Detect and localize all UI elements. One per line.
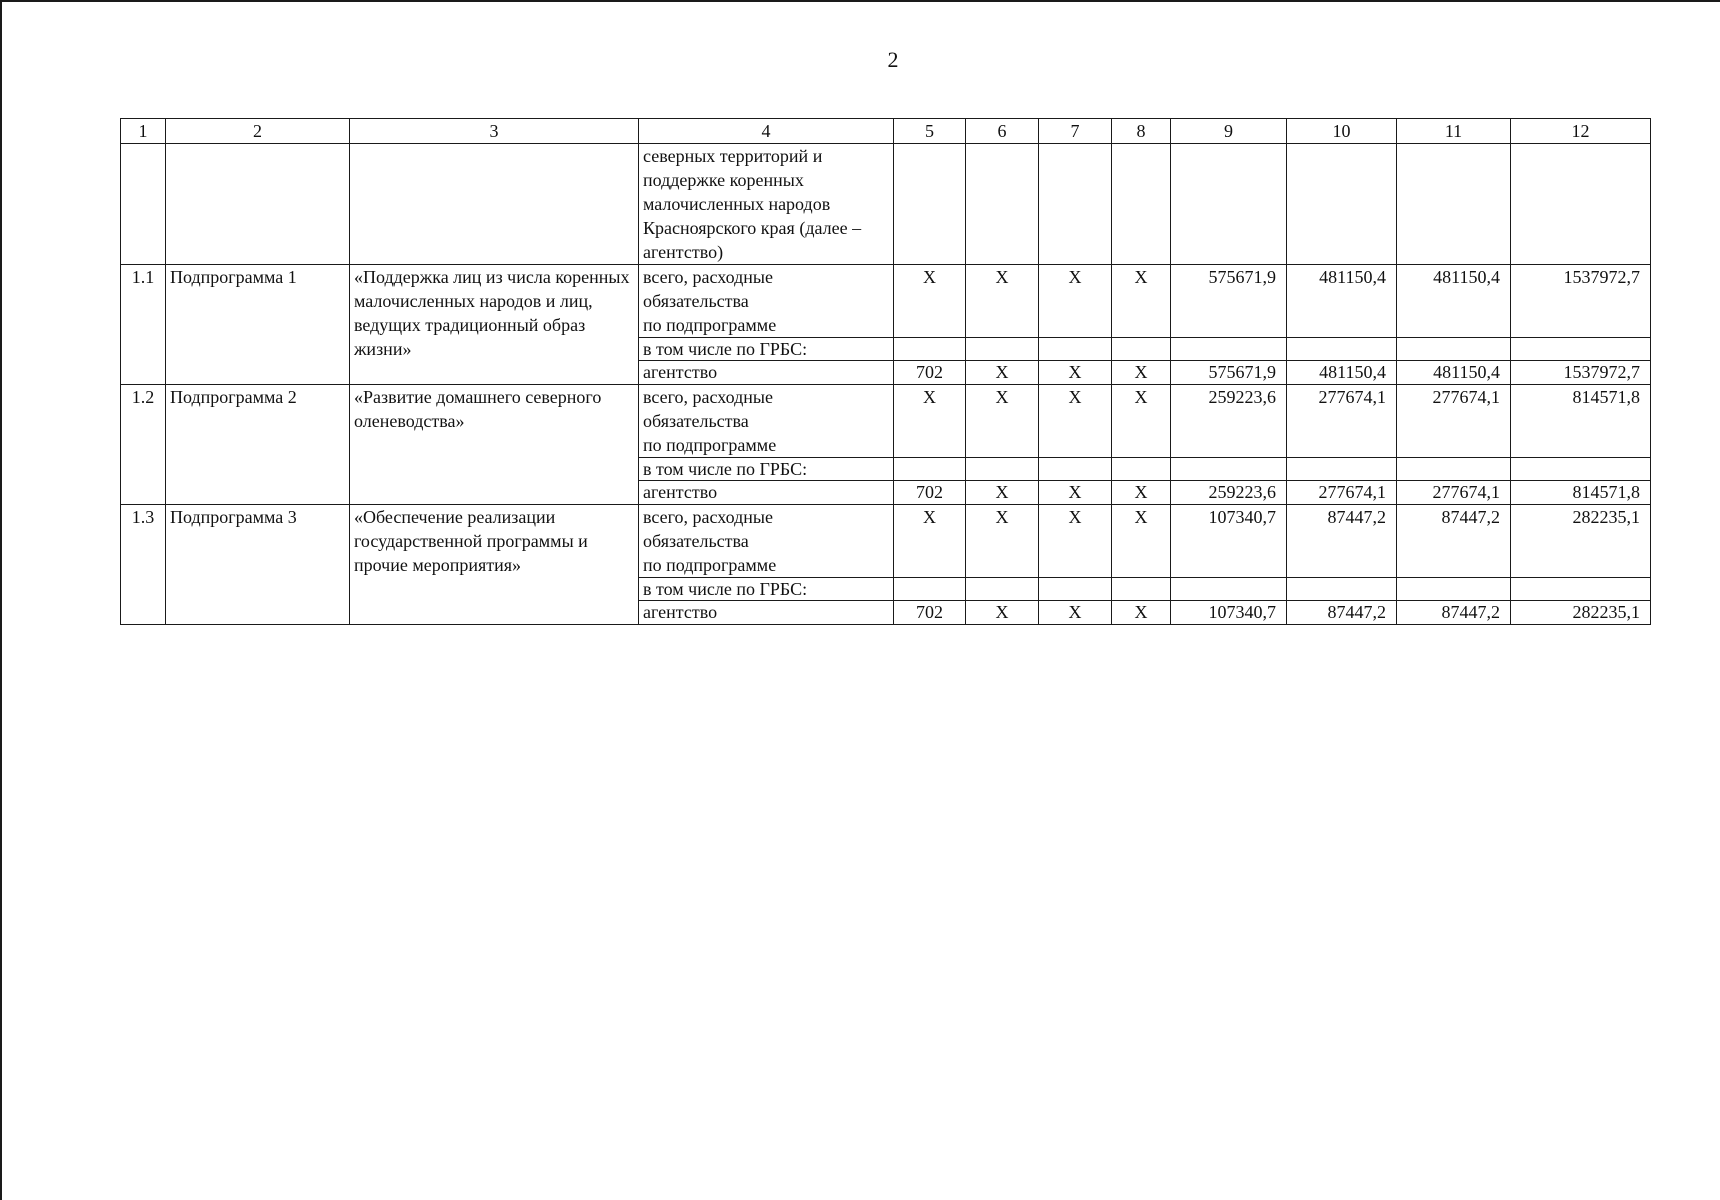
cell-col5: 702 — [894, 601, 966, 625]
program-name: Подпрограмма 1 — [166, 265, 350, 385]
total-label: всего, расходные обязательства по подпрограмме — [639, 505, 894, 578]
cell-col11: 277674,1 — [1397, 481, 1511, 505]
cell-col8: X — [1112, 505, 1171, 578]
cell-col8: X — [1112, 265, 1171, 338]
total-label: всего, расходные обязательства по подпрограмме — [639, 385, 894, 458]
cell-col7: X — [1039, 601, 1112, 625]
header-cell: 10 — [1287, 119, 1397, 144]
program-total-row — [121, 265, 1651, 338]
cell-col10: 87447,2 — [1287, 601, 1397, 625]
cell-col10: 481150,4 — [1287, 361, 1397, 385]
continuation-row — [121, 144, 1651, 265]
continuation-text: северных территорий и поддержке коренных малочисленных народов Красноярского края (далее – агентство) — [639, 144, 894, 265]
cell-col8: X — [1112, 481, 1171, 505]
cell-col7: X — [1039, 265, 1112, 338]
incl-label: в том числе по ГРБС: — [639, 458, 894, 481]
header-cell: 6 — [966, 119, 1039, 144]
cell-col12: 1537972,7 — [1511, 361, 1651, 385]
cell-col12: 1537972,7 — [1511, 265, 1651, 338]
page-number: 2 — [887, 47, 899, 72]
cell-col8: X — [1112, 385, 1171, 458]
budget-table — [120, 118, 1651, 625]
program-title: «Поддержка лиц из числа коренных малочисленных народов и лиц, ведущих традиционный образ жизни» — [350, 265, 639, 385]
cell-col6: X — [966, 385, 1039, 458]
scan-border-left — [0, 0, 2, 1200]
cell-col10: 277674,1 — [1287, 385, 1397, 458]
program-total-row — [121, 505, 1651, 578]
program-name: Подпрограмма 2 — [166, 385, 350, 505]
total-label: всего, расходные обязательства по подпрограмме — [639, 265, 894, 338]
agency-label: агентство — [639, 361, 894, 385]
program-number: 1.1 — [121, 265, 166, 385]
cell-col10: 87447,2 — [1287, 505, 1397, 578]
header-cell: 11 — [1397, 119, 1511, 144]
header-cell: 4 — [639, 119, 894, 144]
cell-col10: 277674,1 — [1287, 481, 1397, 505]
cell-col11: 481150,4 — [1397, 265, 1511, 338]
cell-col9: 107340,7 — [1171, 505, 1287, 578]
scan-border-top — [0, 0, 1720, 2]
cell-col12: 814571,8 — [1511, 385, 1651, 458]
cell-col8: X — [1112, 361, 1171, 385]
cell-col6: X — [966, 481, 1039, 505]
cell-col9: 575671,9 — [1171, 265, 1287, 338]
cell-col5: X — [894, 265, 966, 338]
cell-col9: 259223,6 — [1171, 385, 1287, 458]
header-cell: 5 — [894, 119, 966, 144]
header-cell: 7 — [1039, 119, 1112, 144]
header-row — [121, 119, 1651, 144]
header-cell: 3 — [350, 119, 639, 144]
cell-col9: 259223,6 — [1171, 481, 1287, 505]
program-number: 1.2 — [121, 385, 166, 505]
cell-col11: 277674,1 — [1397, 385, 1511, 458]
cell-col12: 282235,1 — [1511, 601, 1651, 625]
cell-col7: X — [1039, 505, 1112, 578]
incl-label: в том числе по ГРБС: — [639, 338, 894, 361]
program-title: «Обеспечение реализации государственной программы и прочие мероприятия» — [350, 505, 639, 625]
cell-col6: X — [966, 601, 1039, 625]
cell-col11: 87447,2 — [1397, 505, 1511, 578]
header-cell: 9 — [1171, 119, 1287, 144]
header-cell: 2 — [166, 119, 350, 144]
program-total-row — [121, 385, 1651, 458]
header-cell: 8 — [1112, 119, 1171, 144]
cell-col5: 702 — [894, 361, 966, 385]
program-title: «Развитие домашнего северного оленеводства» — [350, 385, 639, 505]
cell-col11: 87447,2 — [1397, 601, 1511, 625]
cell-col7: X — [1039, 481, 1112, 505]
program-name: Подпрограмма 3 — [166, 505, 350, 625]
cell-col8: X — [1112, 601, 1171, 625]
cell-col6: X — [966, 505, 1039, 578]
cell-col12: 814571,8 — [1511, 481, 1651, 505]
cell-col9: 107340,7 — [1171, 601, 1287, 625]
cell-col10: 481150,4 — [1287, 265, 1397, 338]
cell-col7: X — [1039, 361, 1112, 385]
cell-col5: 702 — [894, 481, 966, 505]
incl-label: в том числе по ГРБС: — [639, 578, 894, 601]
agency-label: агентство — [639, 481, 894, 505]
agency-label: агентство — [639, 601, 894, 625]
header-cell: 12 — [1511, 119, 1651, 144]
program-number: 1.3 — [121, 505, 166, 625]
header-cell: 1 — [121, 119, 166, 144]
cell-col11: 481150,4 — [1397, 361, 1511, 385]
cell-col6: X — [966, 361, 1039, 385]
cell-col5: X — [894, 505, 966, 578]
cell-col6: X — [966, 265, 1039, 338]
cell-col9: 575671,9 — [1171, 361, 1287, 385]
cell-col5: X — [894, 385, 966, 458]
cell-col7: X — [1039, 385, 1112, 458]
cell-col12: 282235,1 — [1511, 505, 1651, 578]
